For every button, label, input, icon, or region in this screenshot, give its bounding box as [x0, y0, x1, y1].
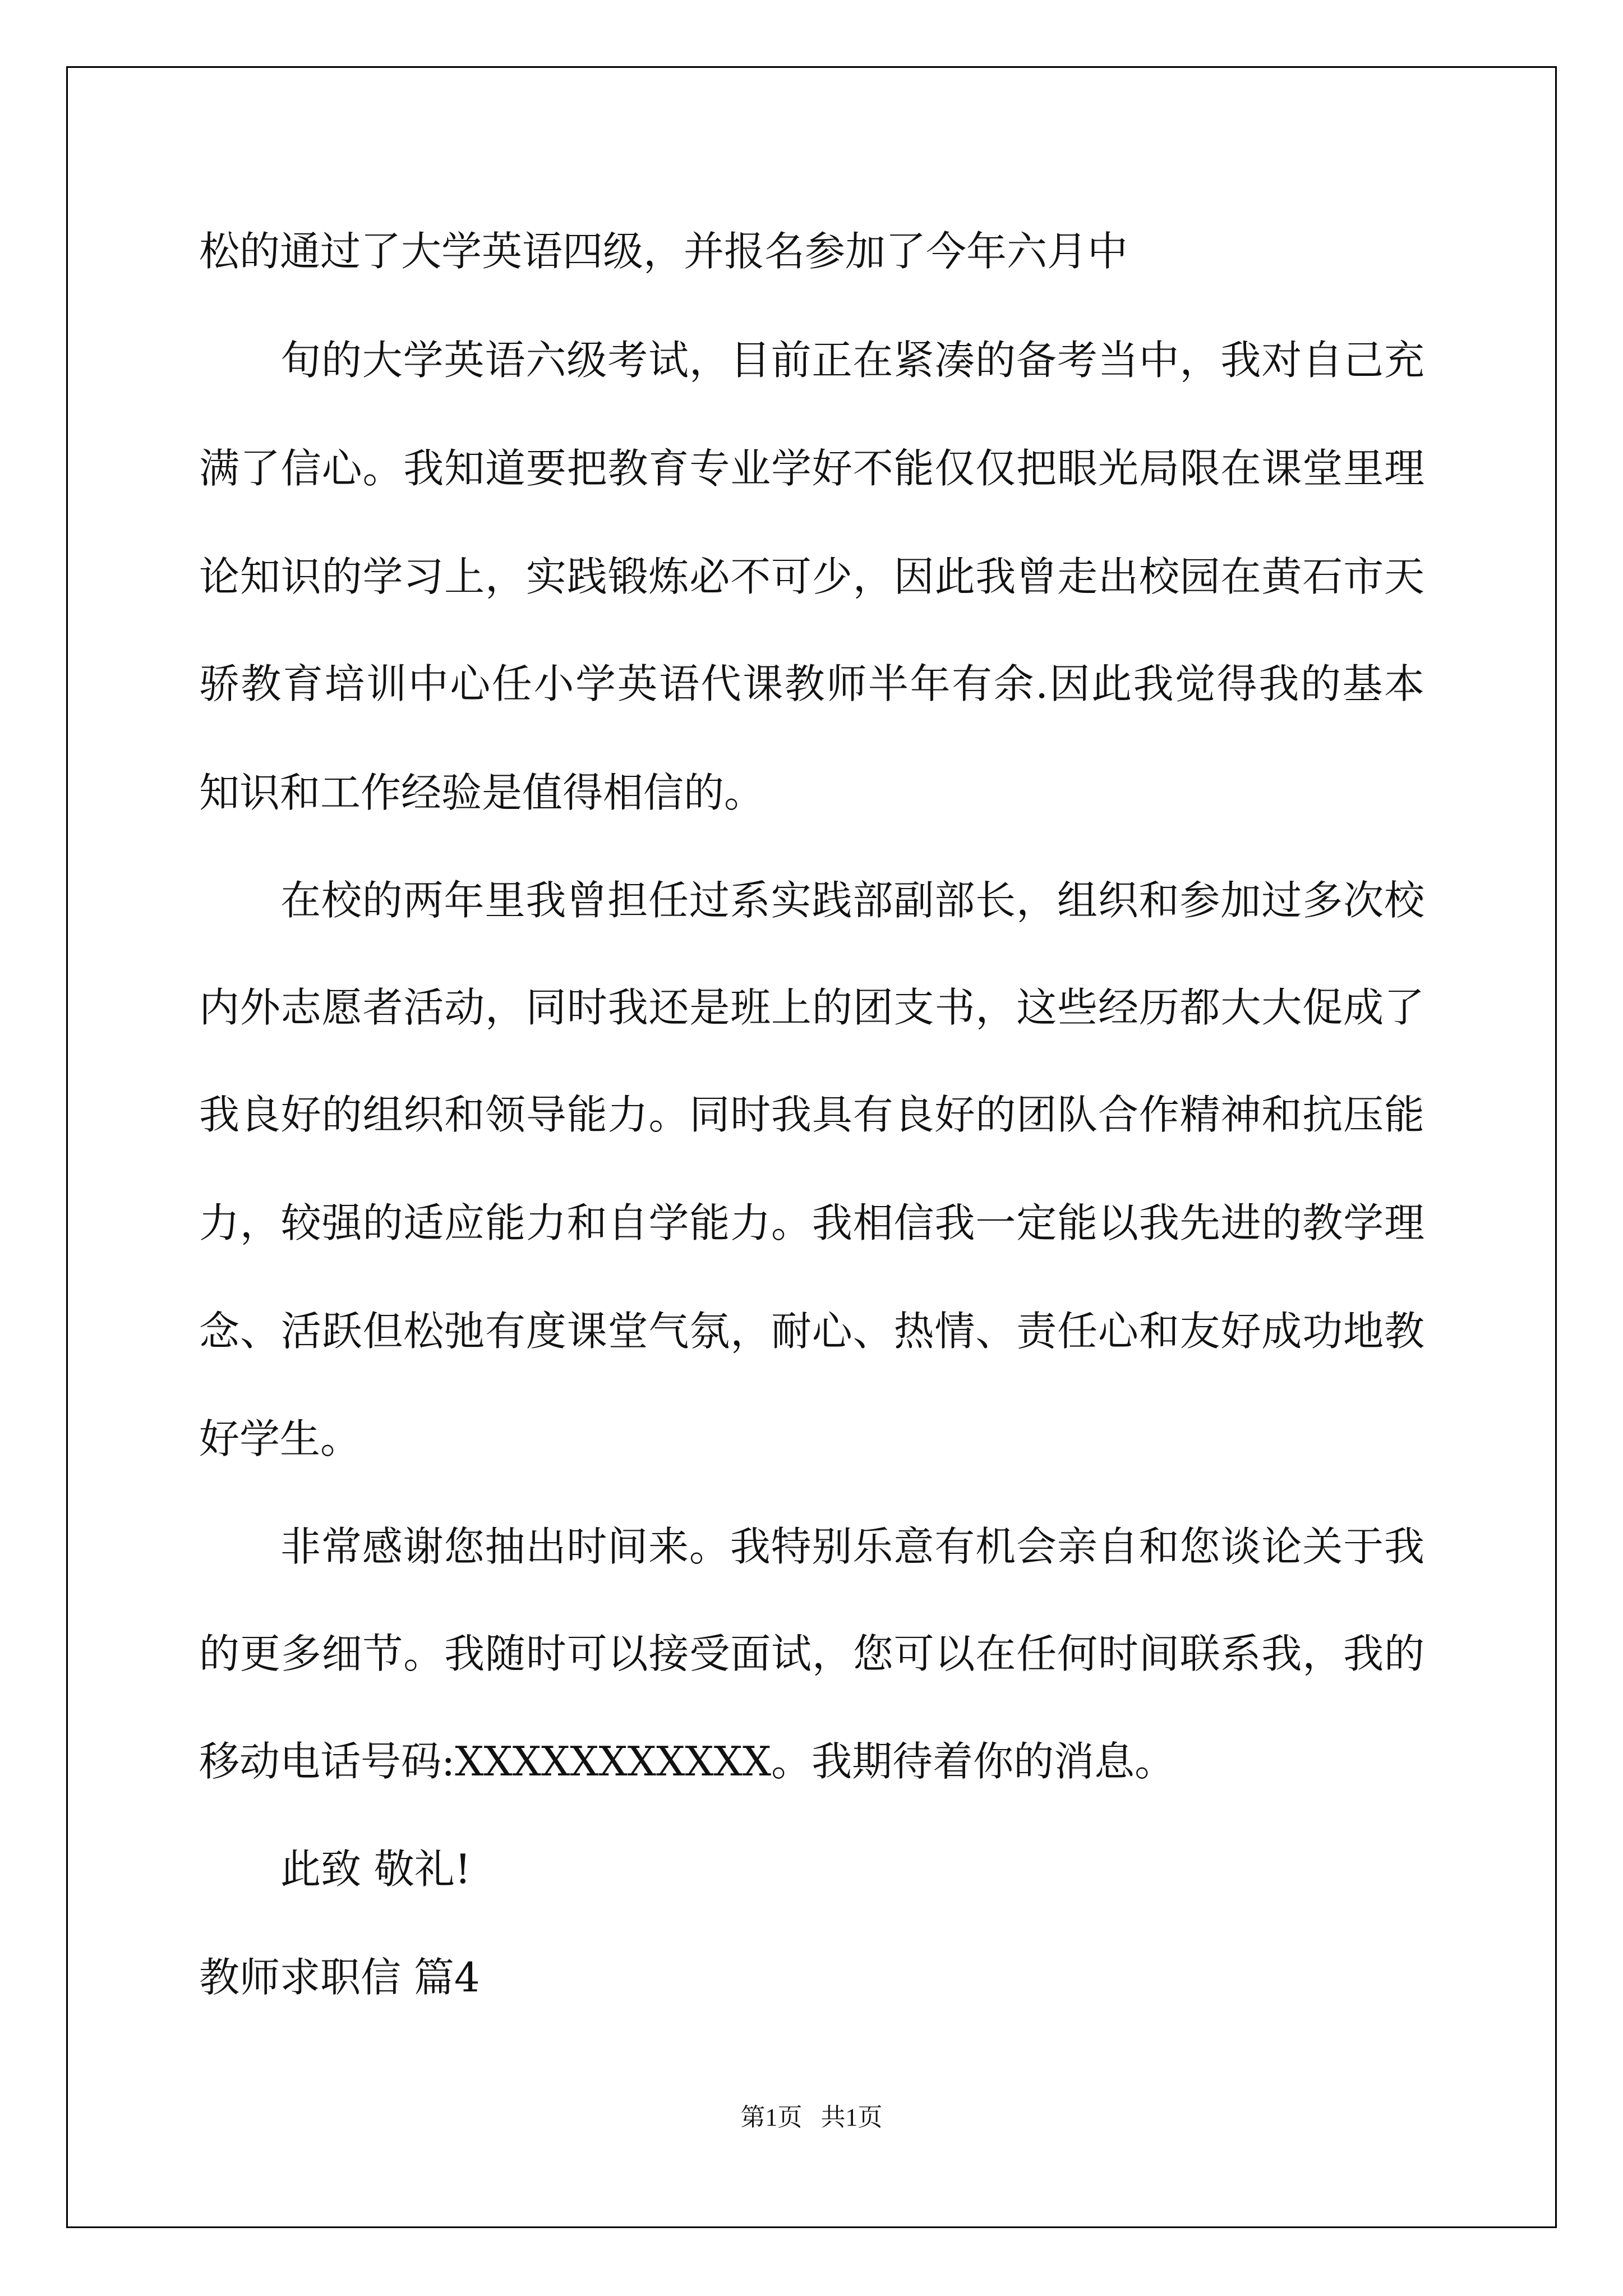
- text-line: 骄教育培训中心任小学英语代课教师半年有余.因此我觉得我的基本: [199, 660, 1424, 707]
- page-border: [66, 66, 1557, 2228]
- text-line: 非常感谢您抽出时间来。我特别乐意有机会亲自和您谈论关于我: [280, 1523, 1424, 1570]
- page-footer: 第1页 共1页: [740, 2104, 883, 2131]
- text-line: 知识和工作经验是值得相信的。: [199, 769, 765, 816]
- section-heading: 教师求职信 篇4: [199, 1954, 480, 2001]
- text-line: 满了信心。我知道要把教育专业学好不能仅仅把眼光局限在课堂里理: [199, 445, 1424, 492]
- text-line: 好学生。: [199, 1415, 361, 1462]
- text-line: 移动电话号码:XXXXXXXXXXX。我期待着你的消息。: [199, 1738, 1175, 1785]
- text-line: 旬的大学英语六级考试，目前正在紧凑的备考当中，我对自己充: [280, 337, 1424, 384]
- text-line: 论知识的学习上，实践锻炼必不可少，因此我曾走出校园在黄石市天: [199, 553, 1424, 600]
- text-line: 内外志愿者活动，同时我还是班上的团支书，这些经历都大大促成了: [199, 984, 1424, 1031]
- text-line: 松的通过了大学英语四级，并报名参加了今年六月中: [199, 228, 1128, 275]
- text-line: 的更多细节。我随时可以接受面试，您可以在任何时间联系我，我的: [199, 1630, 1424, 1677]
- text-line: 念、活跃但松弛有度课堂气氛，耐心、热情、责任心和友好成功地教: [199, 1308, 1424, 1355]
- text-line: 此致 敬礼!: [280, 1846, 471, 1893]
- text-line: 力，较强的适应能力和自学能力。我相信我一定能以我先进的教学理: [199, 1199, 1424, 1246]
- text-line: 我良好的组织和领导能力。同时我具有良好的团队合作精神和抗压能: [199, 1091, 1424, 1138]
- text-line: 在校的两年里我曾担任过系实践部副部长，组织和参加过多次校: [280, 877, 1424, 924]
